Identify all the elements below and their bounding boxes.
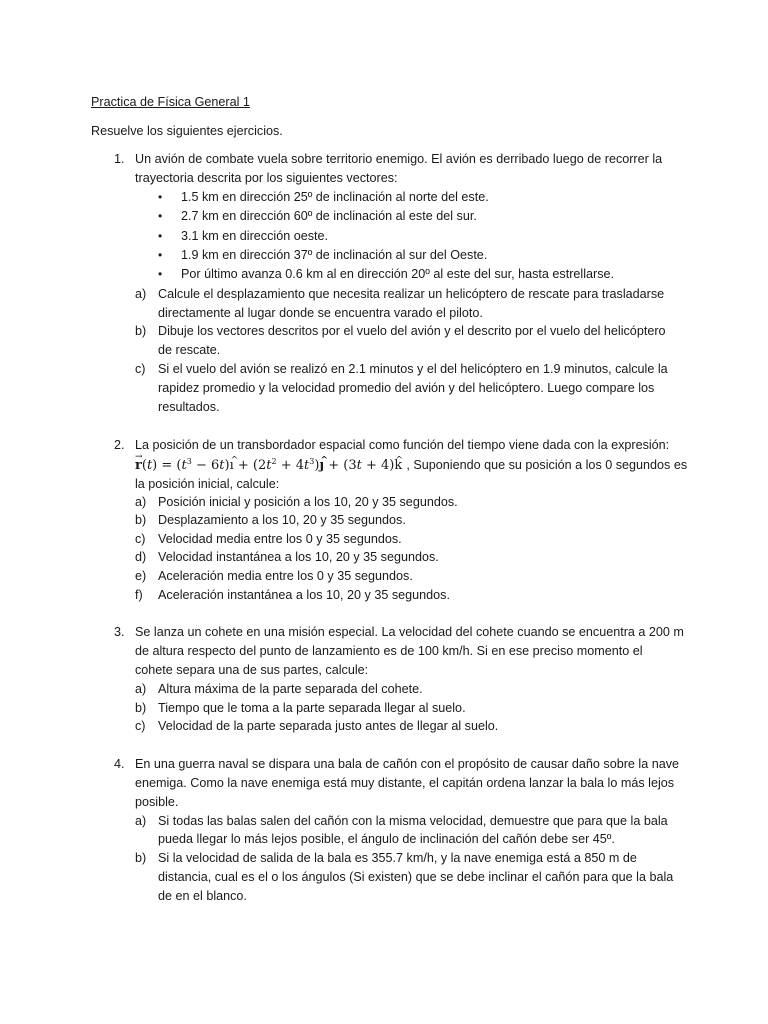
problem-2-number: 2. — [114, 438, 125, 452]
subquestion-text: Aceleración instantánea a los 10, 20 y 35 segundos. — [158, 588, 450, 602]
vector-item: 1.9 km en dirección 37º de inclinación al sur del Oeste. — [181, 248, 488, 262]
problem-2-text: la posición inicial, calcule: — [135, 477, 280, 491]
position-equation: → $r(t) = (t^3$ − 6t)^ ı + ($2t^2$ + $4t^3)\^{}$ ȷ + (3t + 4)^ k — [135, 458, 406, 473]
problem-4-text: posible. — [135, 795, 179, 809]
subquestion-text: Si todas las balas salen del cañón con la misma velocidad, demuestre que para que la bala — [158, 814, 668, 828]
subquestion-label: b) — [135, 513, 147, 527]
subquestion-text: Posición inicial y posición a los 10, 20 y 35 segundos. — [158, 495, 458, 509]
problem-4-text: enemiga. Como la nave enemiga está muy distante, el capitán ordena lanzar la bala lo más lejos — [135, 776, 675, 790]
subquestion-text: Velocidad media entre los 0 y 35 segundos. — [158, 532, 402, 546]
subquestion-label: e) — [135, 569, 147, 583]
subquestion-text: Si la velocidad de salida de la bala es 355.7 km/h, y la nave enemiga está a 850 m de — [158, 851, 637, 865]
subquestion-label: a) — [135, 495, 147, 509]
subquestion-text: de rescate. — [158, 343, 221, 357]
subquestion-text: resultados. — [158, 400, 220, 414]
subquestion-label: c) — [135, 719, 146, 733]
subquestion-text: Dibuje los vectores descritos por el vuelo del avión y el descrito por el vuelo del helicóptero — [158, 324, 666, 338]
problem-3-text: cohete separa una de sus partes, calcule: — [135, 663, 369, 677]
vector-item: Por último avanza 0.6 km al en dirección 20º al este del sur, hasta estrellarse. — [181, 267, 615, 281]
subquestion-text: Tiempo que le toma a la parte separada llegar al suelo. — [158, 701, 466, 715]
subquestion-label: a) — [135, 682, 147, 696]
subquestion-text: directamente al lugar donde se encuentra varado el piloto. — [158, 306, 483, 320]
vector-item: 3.1 km en dirección oeste. — [181, 229, 329, 243]
problem-3-number: 3. — [114, 625, 125, 639]
subquestion-label: f) — [135, 588, 143, 602]
problem-3-text: de altura respecto del punto de lanzamiento es de 100 km/h. Si en ese preciso momento el — [135, 644, 643, 658]
problem-4-text: En una guerra naval se dispara una bala de cañón con el propósito de causar daño sobre la nave — [135, 757, 680, 771]
subquestion-label: b) — [135, 851, 147, 865]
subquestion-label: c) — [135, 362, 146, 376]
subquestion-text: Velocidad de la parte separada justo antes de llegar al suelo. — [158, 719, 499, 733]
subquestion-text: Altura máxima de la parte separada del cohete. — [158, 682, 423, 696]
bullet-icon: • — [158, 267, 163, 281]
bullet-icon: • — [158, 229, 163, 243]
problem-1-text: Un avión de combate vuela sobre territorio enemigo. El avión es derribado luego de recorrer la — [135, 152, 663, 166]
subquestion-text: Si el vuelo del avión se realizó en 2.1 minutos y el del helicóptero en 1.9 minutos, calcule la — [158, 362, 668, 376]
subquestion-text: Desplazamiento a los 10, 20 y 35 segundos. — [158, 513, 406, 527]
subquestion-label: c) — [135, 532, 146, 546]
subquestion-label: d) — [135, 550, 147, 564]
vector-item: 1.5 km en dirección 25º de inclinación al norte del este. — [181, 190, 489, 204]
subquestion-text: Aceleración media entre los 0 y 35 segundos. — [158, 569, 413, 583]
vector-item: 2.7 km en dirección 60º de inclinación al este del sur. — [181, 209, 477, 223]
subquestion-text: Velocidad instantánea a los 10, 20 y 35 segundos. — [158, 550, 439, 564]
problem-1-number: 1. — [114, 152, 125, 166]
subquestion-text: Calcule el desplazamiento que necesita realizar un helicóptero de rescate para trasladarse — [158, 287, 665, 301]
subquestion-label: a) — [135, 287, 147, 301]
bullet-icon: • — [158, 209, 163, 223]
document-title: Practica de Física General 1 — [91, 95, 250, 109]
subquestion-label: a) — [135, 814, 147, 828]
problem-1-text: trayectoria descrita por los siguientes vectores: — [135, 171, 398, 185]
subquestion-text: rapidez promedio y la velocidad promedio del avión y del helicóptero. Luego compare los — [158, 381, 655, 395]
bullet-icon: • — [158, 248, 163, 262]
instructions-text: Resuelve los siguientes ejercicios. — [91, 124, 283, 138]
problem-2-text: La posición de un transbordador espacial como función del tiempo viene dada con la expresión: — [135, 438, 670, 452]
problem-3-text: Se lanza un cohete en una misión especial. La velocidad del cohete cuando se encuentra a 200 m — [135, 625, 684, 639]
subquestion-label: b) — [135, 701, 147, 715]
bullet-icon: • — [158, 190, 163, 204]
subquestion-text: distancia, cual es el o los ángulos (Si existen) que se debe inclinar el cañón para que la bala — [158, 870, 674, 884]
problem-4-number: 4. — [114, 757, 125, 771]
problem-2-text: , Suponiendo que su posición a los 0 segundos es — [406, 458, 688, 472]
subquestion-label: b) — [135, 324, 147, 338]
subquestion-text: pueda llegar lo más lejos posible, el ángulo de inclinación del cañón debe ser 45º. — [158, 832, 615, 846]
subquestion-text: de en el blanco. — [158, 889, 247, 903]
problem-2-equation-line — [135, 456, 687, 475]
